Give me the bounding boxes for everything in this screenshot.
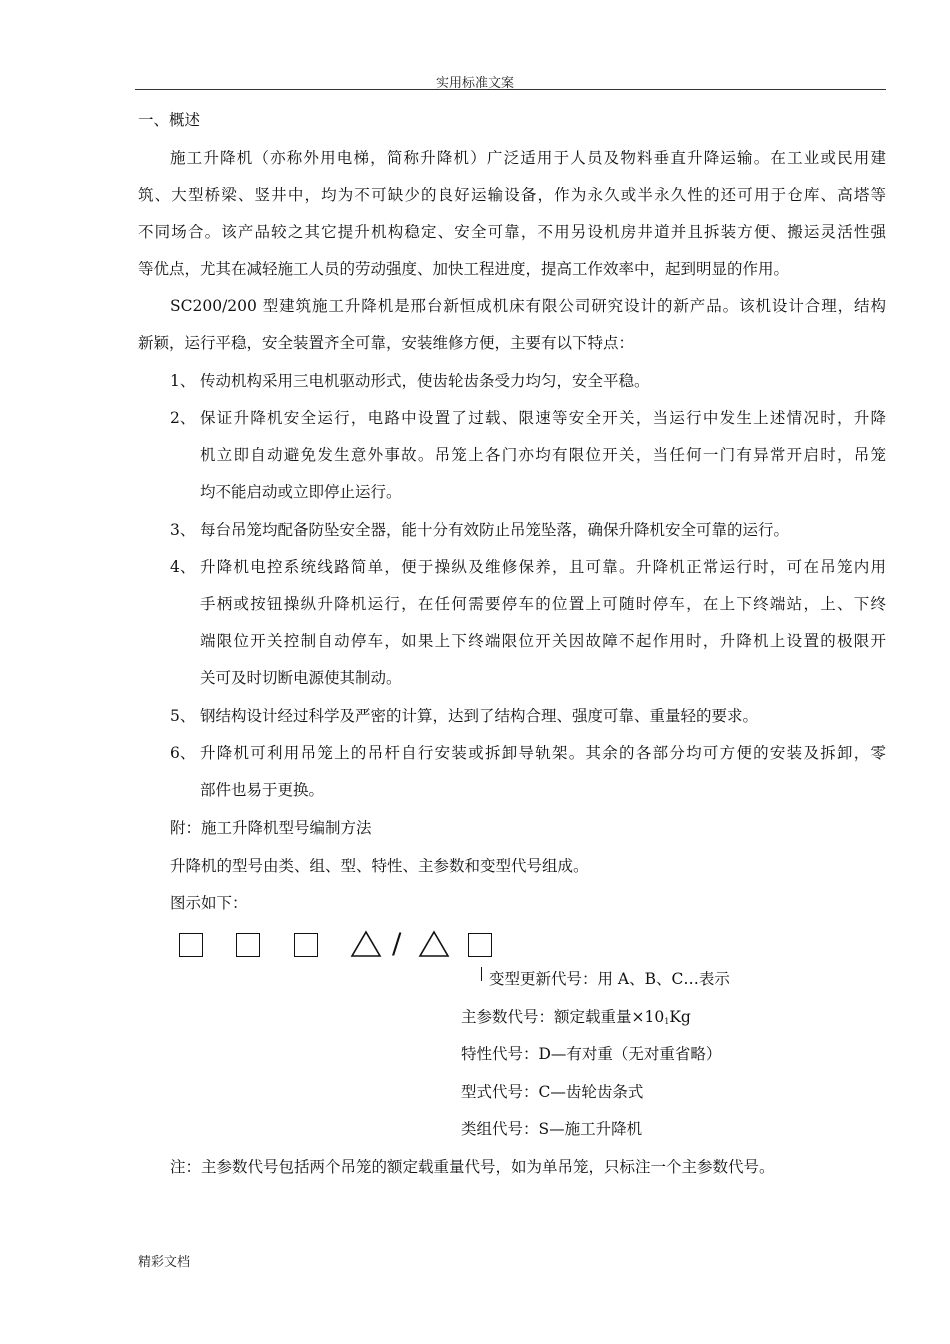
feature-number: 3、 — [170, 521, 196, 539]
feature-line: 保证升降机安全运行，电路中设置了过载、限速等安全开关，当运行中发生上述情况时，升降 — [200, 409, 886, 427]
product-line-2: 新颖，运行平稳，安全装置齐全可靠，安装维修方便，主要有以下特点： — [138, 334, 635, 352]
label-main-param-sub: 1 — [664, 1017, 670, 1026]
feature-line: 每台吊笼均配备防坠安全器，能十分有效防止吊笼坠落，确保升降机安全可靠的运行。 — [200, 521, 790, 539]
feature-line: 关可及时切断电源使其制动。 — [200, 669, 402, 687]
feature-line: 均不能启动或立即停止运行。 — [200, 483, 402, 501]
feature-line: 升降机可利用吊笼上的吊杆自行安装或拆卸导轨架。其余的各部分均可方便的安装及拆卸，零 — [200, 744, 886, 762]
intro-line-2: 筑、大型桥梁、竖井中，均为不可缺少的良好运输设备，作为永久或半永久性的还可用于仓库、高塔等 — [138, 186, 886, 204]
appendix-note: 注：主参数代号包括两个吊笼的额定载重量代号，如为单吊笼，只标注一个主参数代号。 — [170, 1158, 775, 1176]
product-line-1: SC200/200 型建筑施工升降机是邢台新恒成机床有限公司研究设计的新产品。该机设计合理，结构 — [170, 297, 886, 315]
leader-line — [481, 967, 482, 981]
main-param-triangle-1 — [350, 930, 382, 958]
feature-number: 4、 — [170, 558, 196, 576]
label-category: 类组代号：S—施工升降机 — [461, 1120, 643, 1138]
feature-number: 5、 — [170, 707, 196, 725]
variant-box — [468, 933, 492, 957]
feature-line: 钢结构设计经过科学及严密的计算，达到了结构合理、强度可靠、重量轻的要求。 — [200, 707, 759, 725]
feature-number: 6、 — [170, 744, 196, 762]
feature-line: 机立即自动避免发生意外事故。吊笼上各门亦均有限位开关，当任何一门有异常开启时，吊笼 — [200, 446, 886, 464]
slash-separator: / — [392, 927, 402, 960]
feature-line: 手柄或按钮操纵升降机运行，在任何需要停车的位置上可随时停车，在上下终端站，上、下终 — [200, 595, 886, 613]
label-main-param-unit: Kg — [669, 1008, 691, 1026]
label-main-param-text: 主参数代号：额定载重量×10 — [461, 1008, 665, 1026]
feature-number: 1、 — [170, 372, 196, 390]
diagram-intro: 图示如下： — [170, 894, 248, 912]
page-header-title: 实用标准文案 — [435, 76, 514, 91]
feature-line: 传动机构采用三电机驱动形式，使齿轮齿条受力均匀，安全平稳。 — [200, 372, 650, 390]
intro-line-3: 不同场合。该产品较之其它提升机构稳定、安全可靠，不用另设机房井道并且拆装方便、搬运灵活性强 — [138, 223, 886, 241]
header-rule — [135, 89, 886, 90]
category-box — [179, 933, 203, 957]
feature-box — [294, 933, 318, 957]
page-footer: 精彩文档 — [138, 1255, 191, 1270]
label-main-param — [461, 1005, 691, 1027]
appendix-description: 升降机的型号由类、组、型、特性、主参数和变型代号组成。 — [170, 857, 589, 875]
feature-line: 部件也易于更换。 — [200, 781, 325, 799]
main-param-triangle-2 — [418, 930, 450, 958]
label-variant: 变型更新代号：用 A、B、C…表示 — [489, 970, 730, 988]
section-title: 一、概述 — [138, 111, 201, 129]
feature-line: 升降机电控系统线路简单，便于操纵及维修保养，且可靠。升降机正常运行时，可在吊笼内用 — [200, 558, 886, 576]
intro-line-4: 等优点，尤其在减轻施工人员的劳动强度、加快工程进度，提高工作效率中，起到明显的作用。 — [138, 260, 790, 278]
feature-number: 2、 — [170, 409, 196, 427]
label-feature: 特性代号：D—有对重（无对重省略） — [461, 1045, 722, 1063]
appendix-title: 附：施工升降机型号编制方法 — [170, 819, 372, 837]
label-type: 型式代号：C—齿轮齿条式 — [461, 1083, 644, 1101]
intro-line-1: 施工升降机（亦称外用电梯，简称升降机）广泛适用于人员及物料垂直升降运输。在工业或民用建 — [170, 149, 886, 167]
type-box — [236, 933, 260, 957]
feature-line: 端限位开关控制自动停车，如果上下终端限位开关因故障不起作用时，升降机上设置的极限开 — [200, 632, 886, 650]
